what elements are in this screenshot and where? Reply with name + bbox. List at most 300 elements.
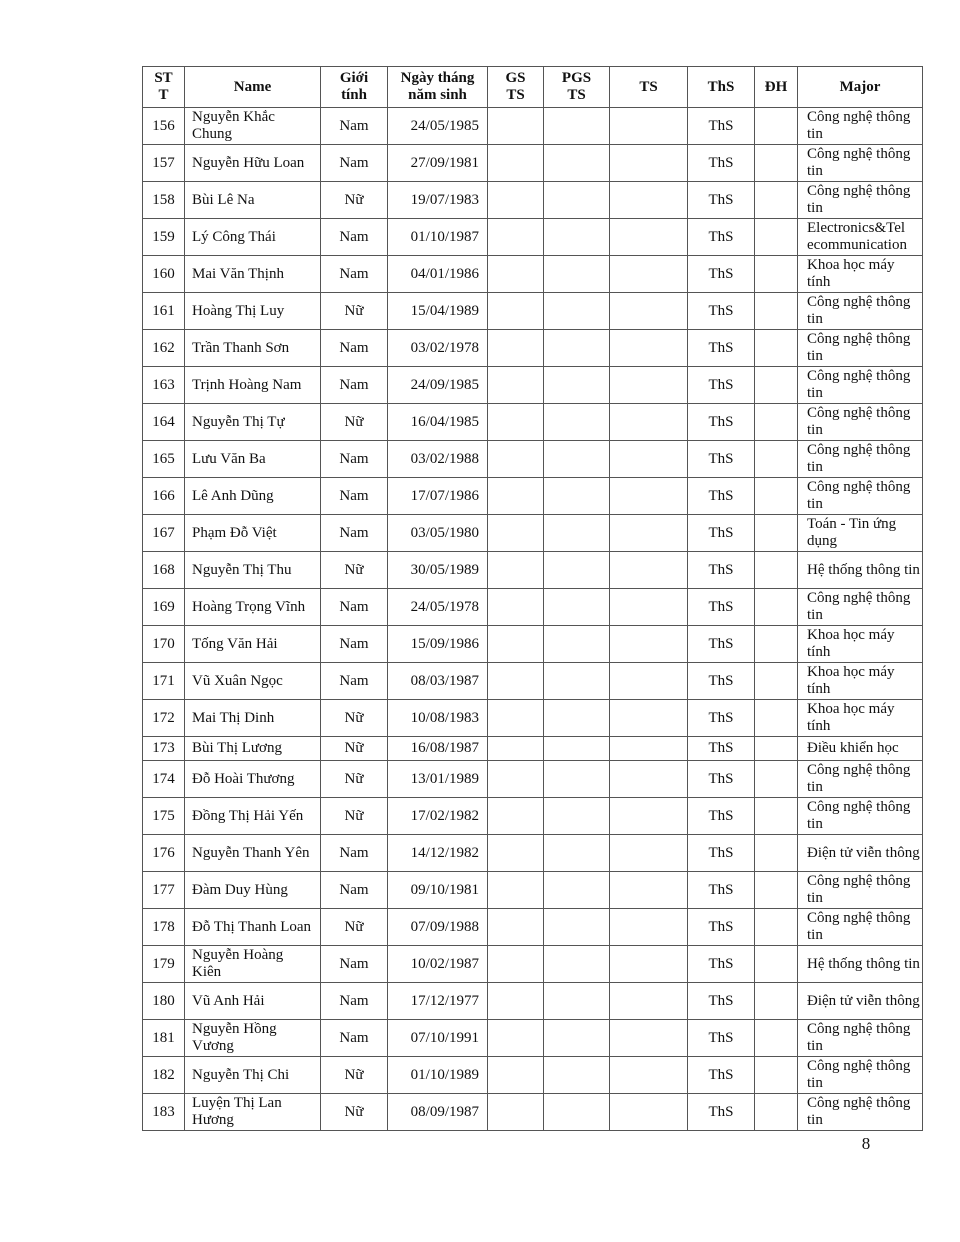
cell-gsts (488, 626, 544, 663)
cell-gsts (488, 835, 544, 872)
cell-pgsts (544, 293, 610, 330)
table-row (143, 589, 923, 626)
cell-dh (755, 589, 798, 626)
table-row (143, 1057, 923, 1094)
cell-ts (610, 700, 688, 737)
cell-stt: 157 (143, 145, 185, 182)
cell-ts (610, 589, 688, 626)
cell-ths: ThS (688, 798, 755, 835)
cell-gender: Nam (321, 872, 388, 909)
cell-name: Mai Văn Thịnh (185, 256, 321, 293)
cell-ths: ThS (688, 404, 755, 441)
cell-dh (755, 798, 798, 835)
cell-ts (610, 798, 688, 835)
cell-ts (610, 1057, 688, 1094)
table-row (143, 293, 923, 330)
cell-dh (755, 872, 798, 909)
table-row (143, 145, 923, 182)
table-row (143, 1020, 923, 1057)
cell-name: Phạm Đỗ Việt (185, 515, 321, 552)
cell-major: Công nghệ thông tin (798, 293, 923, 330)
header-major: Major (798, 67, 923, 108)
cell-ts (610, 404, 688, 441)
cell-dob: 17/02/1982 (388, 798, 488, 835)
cell-gsts (488, 478, 544, 515)
cell-gender: Nữ (321, 737, 388, 761)
cell-stt: 161 (143, 293, 185, 330)
cell-pgsts (544, 256, 610, 293)
cell-dh (755, 182, 798, 219)
cell-major: Công nghệ thông tin (798, 404, 923, 441)
cell-stt: 180 (143, 983, 185, 1020)
cell-gsts (488, 983, 544, 1020)
cell-gender: Nam (321, 330, 388, 367)
cell-dob: 07/10/1991 (388, 1020, 488, 1057)
cell-gender: Nam (321, 108, 388, 145)
cell-gsts (488, 330, 544, 367)
cell-name: Đồng Thị Hải Yến (185, 798, 321, 835)
cell-pgsts (544, 626, 610, 663)
cell-gsts (488, 909, 544, 946)
cell-major: Công nghệ thông tin (798, 589, 923, 626)
cell-name: Lưu Văn Ba (185, 441, 321, 478)
cell-gsts (488, 1057, 544, 1094)
cell-name: Nguyễn Khắc Chung (185, 108, 321, 145)
cell-pgsts (544, 1020, 610, 1057)
cell-dh (755, 404, 798, 441)
cell-stt: 176 (143, 835, 185, 872)
cell-ths: ThS (688, 663, 755, 700)
cell-dob: 19/07/1983 (388, 182, 488, 219)
cell-stt: 182 (143, 1057, 185, 1094)
table-row (143, 1094, 923, 1131)
cell-stt: 164 (143, 404, 185, 441)
cell-dob: 01/10/1989 (388, 1057, 488, 1094)
cell-gender: Nam (321, 515, 388, 552)
cell-major: Công nghệ thông tin (798, 1094, 923, 1131)
cell-pgsts (544, 404, 610, 441)
cell-name: Đỗ Thị Thanh Loan (185, 909, 321, 946)
cell-name: Nguyễn Thị Chi (185, 1057, 321, 1094)
cell-stt: 181 (143, 1020, 185, 1057)
header-gsts: GS TS (488, 67, 544, 108)
table-row (143, 367, 923, 404)
cell-pgsts (544, 835, 610, 872)
cell-gender: Nữ (321, 700, 388, 737)
cell-dh (755, 761, 798, 798)
cell-ths: ThS (688, 182, 755, 219)
cell-dh (755, 256, 798, 293)
cell-ts (610, 983, 688, 1020)
cell-name: Nguyễn Hữu Loan (185, 145, 321, 182)
cell-pgsts (544, 798, 610, 835)
cell-gsts (488, 663, 544, 700)
cell-name: Lý Công Thái (185, 219, 321, 256)
cell-name: Lê Anh Dũng (185, 478, 321, 515)
cell-name: Hoàng Trọng Vĩnh (185, 589, 321, 626)
cell-major: Công nghệ thông tin (798, 108, 923, 145)
cell-gsts (488, 404, 544, 441)
cell-gsts (488, 1094, 544, 1131)
cell-gender: Nữ (321, 1094, 388, 1131)
cell-stt: 179 (143, 946, 185, 983)
table-row (143, 761, 923, 798)
cell-name: Đỗ Hoài Thương (185, 761, 321, 798)
table-body (143, 108, 923, 1131)
cell-ts (610, 552, 688, 589)
cell-dh (755, 1020, 798, 1057)
cell-ts (610, 441, 688, 478)
table-row (143, 946, 923, 983)
cell-gender: Nam (321, 219, 388, 256)
table-header-row (143, 67, 923, 108)
cell-dh (755, 219, 798, 256)
cell-ths: ThS (688, 737, 755, 761)
table-row (143, 626, 923, 663)
cell-ths: ThS (688, 1094, 755, 1131)
cell-dh (755, 478, 798, 515)
cell-pgsts (544, 552, 610, 589)
table-row (143, 737, 923, 761)
cell-dh (755, 108, 798, 145)
cell-dob: 13/01/1989 (388, 761, 488, 798)
cell-stt: 168 (143, 552, 185, 589)
cell-gender: Nữ (321, 761, 388, 798)
cell-dh (755, 700, 798, 737)
cell-pgsts (544, 663, 610, 700)
cell-ths: ThS (688, 872, 755, 909)
cell-dob: 15/09/1986 (388, 626, 488, 663)
cell-pgsts (544, 182, 610, 219)
cell-ts (610, 219, 688, 256)
cell-gender: Nữ (321, 552, 388, 589)
cell-gsts (488, 872, 544, 909)
page-number: 8 (861, 1134, 871, 1153)
cell-major: Công nghệ thông tin (798, 441, 923, 478)
cell-dob: 03/02/1978 (388, 330, 488, 367)
cell-dob: 30/05/1989 (388, 552, 488, 589)
cell-dob: 24/09/1985 (388, 367, 488, 404)
cell-major: Công nghệ thông tin (798, 330, 923, 367)
cell-gender: Nam (321, 145, 388, 182)
cell-major: Công nghệ thông tin (798, 872, 923, 909)
cell-major: Toán - Tin ứng dụng (798, 515, 923, 552)
cell-dh (755, 663, 798, 700)
cell-dh (755, 367, 798, 404)
cell-pgsts (544, 515, 610, 552)
header-ts: TS (610, 67, 688, 108)
cell-gender: Nam (321, 1020, 388, 1057)
cell-major: Công nghệ thông tin (798, 1057, 923, 1094)
cell-gsts (488, 515, 544, 552)
cell-major: Khoa học máy tính (798, 256, 923, 293)
cell-ths: ThS (688, 626, 755, 663)
cell-ts (610, 256, 688, 293)
cell-ts (610, 293, 688, 330)
cell-stt: 172 (143, 700, 185, 737)
cell-gsts (488, 700, 544, 737)
cell-dh (755, 983, 798, 1020)
cell-gsts (488, 1020, 544, 1057)
cell-gsts (488, 219, 544, 256)
cell-name: Nguyễn Hoàng Kiên (185, 946, 321, 983)
cell-dh (755, 737, 798, 761)
cell-pgsts (544, 872, 610, 909)
cell-ts (610, 737, 688, 761)
cell-stt: 171 (143, 663, 185, 700)
cell-ts (610, 872, 688, 909)
cell-ts (610, 835, 688, 872)
table-row (143, 182, 923, 219)
cell-pgsts (544, 946, 610, 983)
table-row (143, 700, 923, 737)
cell-pgsts (544, 983, 610, 1020)
cell-dh (755, 626, 798, 663)
table-row (143, 798, 923, 835)
header-name: Name (185, 67, 321, 108)
cell-dob: 24/05/1978 (388, 589, 488, 626)
cell-gsts (488, 441, 544, 478)
cell-name: Trần Thanh Sơn (185, 330, 321, 367)
cell-name: Nguyễn Hồng Vương (185, 1020, 321, 1057)
cell-name: Nguyễn Thanh Yên (185, 835, 321, 872)
cell-ths: ThS (688, 700, 755, 737)
cell-dh (755, 330, 798, 367)
cell-name: Đàm Duy Hùng (185, 872, 321, 909)
cell-ths: ThS (688, 515, 755, 552)
cell-gender: Nam (321, 946, 388, 983)
cell-ths: ThS (688, 145, 755, 182)
cell-stt: 173 (143, 737, 185, 761)
cell-pgsts (544, 700, 610, 737)
cell-name: Nguyễn Thị Tự (185, 404, 321, 441)
cell-stt: 162 (143, 330, 185, 367)
cell-stt: 156 (143, 108, 185, 145)
cell-major: Khoa học máy tính (798, 663, 923, 700)
cell-gender: Nữ (321, 182, 388, 219)
cell-ths: ThS (688, 983, 755, 1020)
table-row (143, 478, 923, 515)
cell-stt: 177 (143, 872, 185, 909)
cell-stt: 167 (143, 515, 185, 552)
cell-pgsts (544, 219, 610, 256)
cell-dh (755, 441, 798, 478)
cell-gsts (488, 293, 544, 330)
table-row (143, 663, 923, 700)
cell-stt: 183 (143, 1094, 185, 1131)
cell-ths: ThS (688, 256, 755, 293)
cell-gender: Nam (321, 478, 388, 515)
cell-ths: ThS (688, 1020, 755, 1057)
cell-dob: 27/09/1981 (388, 145, 488, 182)
cell-ts (610, 478, 688, 515)
cell-name: Luyện Thị Lan Hương (185, 1094, 321, 1131)
cell-ts (610, 1094, 688, 1131)
cell-pgsts (544, 761, 610, 798)
cell-dob: 17/07/1986 (388, 478, 488, 515)
cell-gender: Nữ (321, 909, 388, 946)
cell-gsts (488, 256, 544, 293)
cell-stt: 174 (143, 761, 185, 798)
cell-ts (610, 946, 688, 983)
cell-dh (755, 946, 798, 983)
cell-pgsts (544, 737, 610, 761)
cell-dob: 17/12/1977 (388, 983, 488, 1020)
cell-ts (610, 330, 688, 367)
cell-ts (610, 909, 688, 946)
cell-pgsts (544, 367, 610, 404)
cell-pgsts (544, 909, 610, 946)
cell-ts (610, 1020, 688, 1057)
cell-dob: 10/08/1983 (388, 700, 488, 737)
cell-major: Công nghệ thông tin (798, 478, 923, 515)
cell-stt: 170 (143, 626, 185, 663)
cell-pgsts (544, 145, 610, 182)
table-row (143, 330, 923, 367)
cell-pgsts (544, 589, 610, 626)
table-row (143, 108, 923, 145)
cell-ths: ThS (688, 946, 755, 983)
cell-stt: 165 (143, 441, 185, 478)
cell-gender: Nữ (321, 404, 388, 441)
table-row (143, 552, 923, 589)
cell-ths: ThS (688, 441, 755, 478)
cell-stt: 169 (143, 589, 185, 626)
cell-ths: ThS (688, 909, 755, 946)
cell-dob: 08/09/1987 (388, 1094, 488, 1131)
cell-dob: 24/05/1985 (388, 108, 488, 145)
cell-major: Công nghệ thông tin (798, 761, 923, 798)
cell-major: Công nghệ thông tin (798, 1020, 923, 1057)
cell-stt: 158 (143, 182, 185, 219)
cell-ts (610, 515, 688, 552)
cell-major: Hệ thống thông tin (798, 552, 923, 589)
cell-major: Công nghệ thông tin (798, 798, 923, 835)
cell-ts (610, 367, 688, 404)
header-pgsts: PGS TS (544, 67, 610, 108)
cell-gsts (488, 589, 544, 626)
cell-ths: ThS (688, 330, 755, 367)
cell-name: Bùi Thị Lương (185, 737, 321, 761)
cell-name: Vũ Xuân Ngọc (185, 663, 321, 700)
cell-gender: Nữ (321, 1057, 388, 1094)
cell-pgsts (544, 1057, 610, 1094)
cell-ths: ThS (688, 552, 755, 589)
cell-dob: 14/12/1982 (388, 835, 488, 872)
cell-ths: ThS (688, 835, 755, 872)
cell-gender: Nam (321, 835, 388, 872)
cell-gender: Nam (321, 256, 388, 293)
cell-gender: Nam (321, 626, 388, 663)
cell-major: Hệ thống thông tin (798, 946, 923, 983)
cell-dob: 10/02/1987 (388, 946, 488, 983)
cell-stt: 159 (143, 219, 185, 256)
cell-major: Công nghệ thông tin (798, 909, 923, 946)
header-gender: Giới tính (321, 67, 388, 108)
cell-gsts (488, 737, 544, 761)
cell-pgsts (544, 478, 610, 515)
cell-dob: 15/04/1989 (388, 293, 488, 330)
table-row (143, 256, 923, 293)
cell-name: Hoàng Thị Luy (185, 293, 321, 330)
cell-gender: Nam (321, 441, 388, 478)
cell-ths: ThS (688, 761, 755, 798)
cell-stt: 160 (143, 256, 185, 293)
cell-major: Điều khiển học (798, 737, 923, 761)
cell-ths: ThS (688, 478, 755, 515)
cell-stt: 175 (143, 798, 185, 835)
cell-dob: 03/05/1980 (388, 515, 488, 552)
cell-ts (610, 182, 688, 219)
cell-dh (755, 1057, 798, 1094)
cell-gsts (488, 145, 544, 182)
table-row (143, 983, 923, 1020)
cell-gsts (488, 761, 544, 798)
table-row (143, 404, 923, 441)
cell-name: Tống Văn Hải (185, 626, 321, 663)
cell-gsts (488, 182, 544, 219)
cell-dh (755, 835, 798, 872)
cell-ts (610, 145, 688, 182)
cell-gender: Nam (321, 983, 388, 1020)
cell-dob: 04/01/1986 (388, 256, 488, 293)
cell-pgsts (544, 1094, 610, 1131)
cell-name: Bùi Lê Na (185, 182, 321, 219)
table-row (143, 219, 923, 256)
cell-pgsts (544, 441, 610, 478)
cell-gsts (488, 946, 544, 983)
cell-pgsts (544, 330, 610, 367)
table-row (143, 441, 923, 478)
cell-major: Điện tử viễn thông (798, 983, 923, 1020)
cell-gsts (488, 798, 544, 835)
cell-ths: ThS (688, 1057, 755, 1094)
table-row (143, 872, 923, 909)
cell-ths: ThS (688, 367, 755, 404)
cell-ths: ThS (688, 293, 755, 330)
cell-dh (755, 552, 798, 589)
cell-stt: 178 (143, 909, 185, 946)
cell-dob: 08/03/1987 (388, 663, 488, 700)
staff-table (142, 66, 923, 1131)
header-dob: Ngày tháng năm sinh (388, 67, 488, 108)
table-row (143, 909, 923, 946)
cell-dh (755, 515, 798, 552)
cell-gender: Nữ (321, 798, 388, 835)
cell-ts (610, 626, 688, 663)
cell-name: Vũ Anh Hải (185, 983, 321, 1020)
cell-gender: Nữ (321, 293, 388, 330)
cell-major: Khoa học máy tính (798, 700, 923, 737)
cell-gender: Nam (321, 663, 388, 700)
cell-gsts (488, 367, 544, 404)
table-row (143, 835, 923, 872)
cell-gsts (488, 552, 544, 589)
cell-ths: ThS (688, 108, 755, 145)
cell-dob: 16/04/1985 (388, 404, 488, 441)
cell-dob: 16/08/1987 (388, 737, 488, 761)
cell-ts (610, 108, 688, 145)
cell-ts (610, 761, 688, 798)
cell-name: Trịnh Hoàng Nam (185, 367, 321, 404)
cell-major: Công nghệ thông tin (798, 367, 923, 404)
cell-major: Điện tử viễn thông (798, 835, 923, 872)
header-stt: ST T (143, 67, 185, 108)
cell-dob: 03/02/1988 (388, 441, 488, 478)
cell-ths: ThS (688, 589, 755, 626)
cell-name: Mai Thị Dinh (185, 700, 321, 737)
cell-dh (755, 145, 798, 182)
